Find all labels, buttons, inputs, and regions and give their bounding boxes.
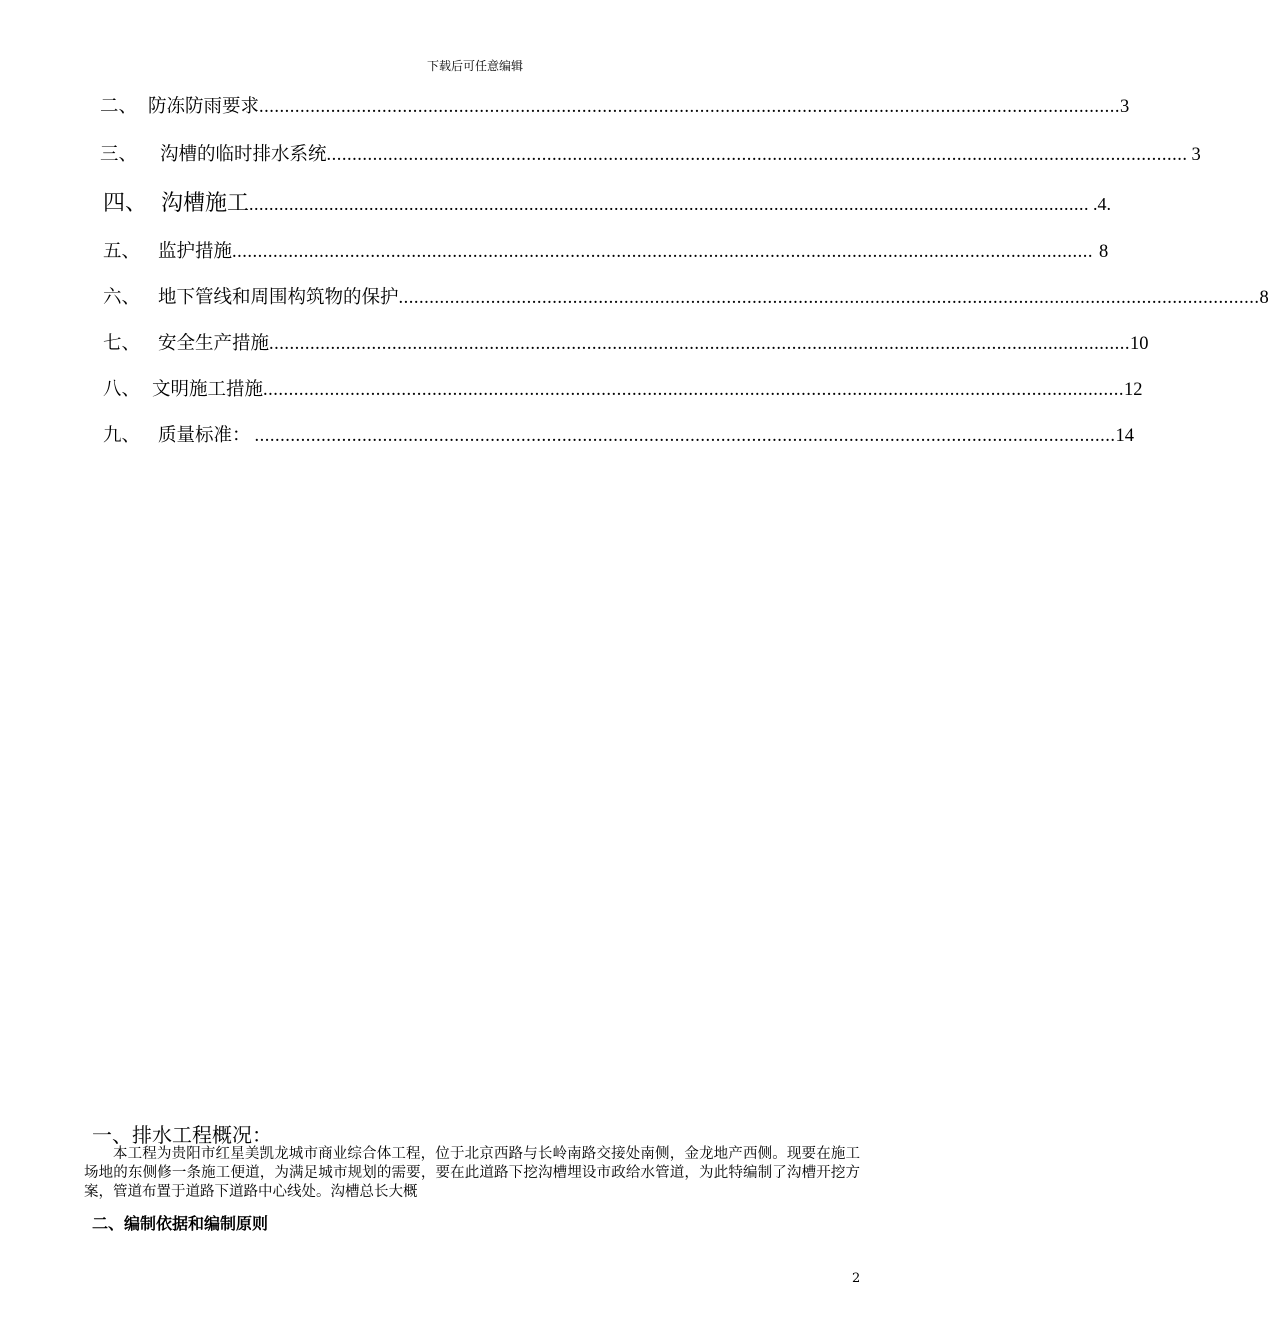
- toc-leader-dots: ........................................................................................................................................................................: [398, 288, 1260, 308]
- toc-leader-dots: ........................................................................................................................................................................: [263, 380, 1125, 400]
- toc-entry[interactable]: [103, 283, 1269, 309]
- section-heading-overview: 一、排水工程概况：: [92, 1123, 272, 1147]
- toc-entry-number: 九、: [103, 425, 141, 446]
- overview-paragraph: 本工程为贵阳市红星美凯龙城市商业综合体工程，位于北京西路与长岭南路交接处南侧，金龙地产西侧。现要在施工场地的东侧修一条施工便道，为满足城市规划的需要，要在此道路下挖沟槽埋设市政给水管道，为此特编制了沟槽开挖方案，管道布置于道路下道路中心线处。沟槽总长大概: [84, 1146, 860, 1200]
- toc-entry-page: .4.: [1093, 194, 1112, 214]
- toc-entry[interactable]: [103, 186, 1112, 217]
- toc-entry-number: 三、: [100, 144, 138, 165]
- toc-entry-page: 14: [1115, 426, 1135, 446]
- toc-entry-title: 沟槽施工: [161, 191, 250, 216]
- toc-entry-number: 二、: [100, 96, 138, 117]
- toc-entry-number: 八、: [103, 379, 141, 400]
- toc-entry[interactable]: [100, 140, 1201, 166]
- toc-entry-title: 质量标准：: [158, 425, 251, 446]
- toc-leader-dots: ........................................................................................................................................................................: [326, 145, 1188, 165]
- toc-entry-title: 安全生产措施: [158, 333, 270, 354]
- toc-entry-title: 沟槽的临时排水系统: [160, 144, 327, 165]
- toc-entry-title: 文明施工措施: [152, 379, 264, 400]
- toc-entry[interactable]: [103, 329, 1149, 355]
- toc-entry-number: 七、: [103, 333, 141, 354]
- header-note: 下载后可任意编辑: [426, 59, 523, 73]
- toc-entry[interactable]: [103, 237, 1109, 263]
- toc-entry[interactable]: [103, 375, 1143, 401]
- toc-entry-page: 8: [1259, 288, 1269, 308]
- toc-entry-title: 地下管线和周围构筑物的保护: [158, 287, 399, 308]
- toc-entry-page: 8: [1099, 242, 1109, 262]
- toc-entry-title: 监护措施: [158, 241, 233, 262]
- toc-leader-dots: ........................................................................................................................................................................: [249, 194, 1090, 214]
- toc-entry-page: 12: [1124, 380, 1143, 400]
- toc-entry[interactable]: [103, 421, 1135, 447]
- toc-entry-title: 防冻防雨要求: [148, 96, 260, 117]
- toc-leader-dots: ........................................................................................................................................................................: [269, 334, 1131, 354]
- toc-entry-page: 10: [1130, 334, 1149, 354]
- toc-entry-number: 六、: [103, 287, 141, 308]
- toc-entry[interactable]: [100, 92, 1130, 118]
- toc-entry-number: 四、: [103, 191, 148, 216]
- toc-entry-page: 3: [1191, 145, 1201, 165]
- toc-leader-dots: ........................................................................................................................................................................: [254, 426, 1116, 446]
- toc-leader-dots: ........................................................................................................................................................................: [259, 97, 1121, 117]
- toc-leader-dots: ........................................................................................................................................................................: [232, 242, 1094, 262]
- page-number: 2: [852, 1271, 861, 1286]
- section-heading-basis: 二、编制依据和编制原则: [92, 1214, 269, 1233]
- toc-entry-number: 五、: [103, 241, 141, 262]
- toc-entry-page: 3: [1120, 97, 1130, 117]
